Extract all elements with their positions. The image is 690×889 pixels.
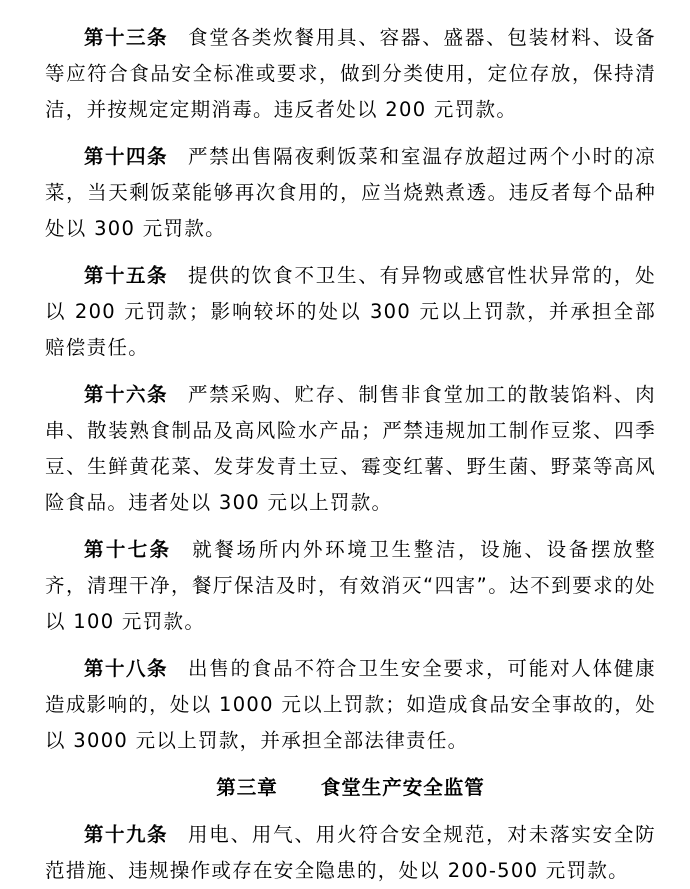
- article-17-text: 就餐场所内外环境卫生整洁，设施、设备摆放整齐，清理干净，餐厅保洁及时，有效消灭“四害”。达不到要求的处以 100 元罚款。: [45, 538, 656, 633]
- article-18-number: 第十八条: [84, 657, 168, 680]
- chapter-number: 第三章: [216, 776, 278, 799]
- article-15-text: 提供的饮食不卫生、有异物或感官性状异常的，处以 200 元罚款；影响较坏的处以 300 元以上罚款，并承担全部赔偿责任。: [45, 264, 656, 359]
- article-13: [45, 20, 656, 128]
- article-16: [45, 377, 656, 521]
- article-15: [45, 258, 656, 366]
- article-18-text: 出售的食品不符合卫生安全要求，可能对人体健康造成影响的，处以 1000 元以上罚款；如造成食品安全事故的，处以 3000 元以上罚款，并承担全部法律责任。: [45, 657, 656, 752]
- article-13-number: 第十三条: [84, 26, 168, 49]
- article-17-number: 第十七条: [84, 538, 172, 561]
- article-19-number: 第十九条: [84, 823, 168, 846]
- article-14: [45, 139, 656, 247]
- article-16-number: 第十六条: [84, 383, 168, 406]
- article-15-number: 第十五条: [84, 264, 168, 287]
- chapter-title: 食堂生产安全监管: [320, 776, 485, 799]
- article-19-text: 用电、用气、用火符合安全规范，对未落实安全防范措施、违规操作或存在安全隐患的，处以 200-500 元罚款。: [45, 823, 656, 882]
- chapter-heading: [45, 770, 656, 806]
- article-13-text: 食堂各类炊餐用具、容器、盛器、包装材料、设备等应符合食品安全标准或要求，做到分类使用，定位存放，保持清洁，并按规定定期消毒。违反者处以 200 元罚款。: [45, 26, 656, 121]
- article-19: [45, 817, 656, 889]
- article-14-text: 严禁出售隔夜剩饭菜和室温存放超过两个小时的凉菜，当天剩饭菜能够再次食用的，应当烧熟煮透。违反者每个品种处以 300 元罚款。: [45, 145, 656, 240]
- article-18: [45, 651, 656, 759]
- article-17: [45, 532, 656, 640]
- article-16-text: 严禁采购、贮存、制售非食堂加工的散装馅料、肉串、散装熟食制品及高风险水产品；严禁违规加工制作豆浆、四季豆、生鲜黄花菜、发芽发青土豆、霉变红薯、野生菌、野菜等高风险食品。违者处以 300 元以上罚款。: [45, 383, 656, 514]
- article-14-number: 第十四条: [84, 145, 168, 168]
